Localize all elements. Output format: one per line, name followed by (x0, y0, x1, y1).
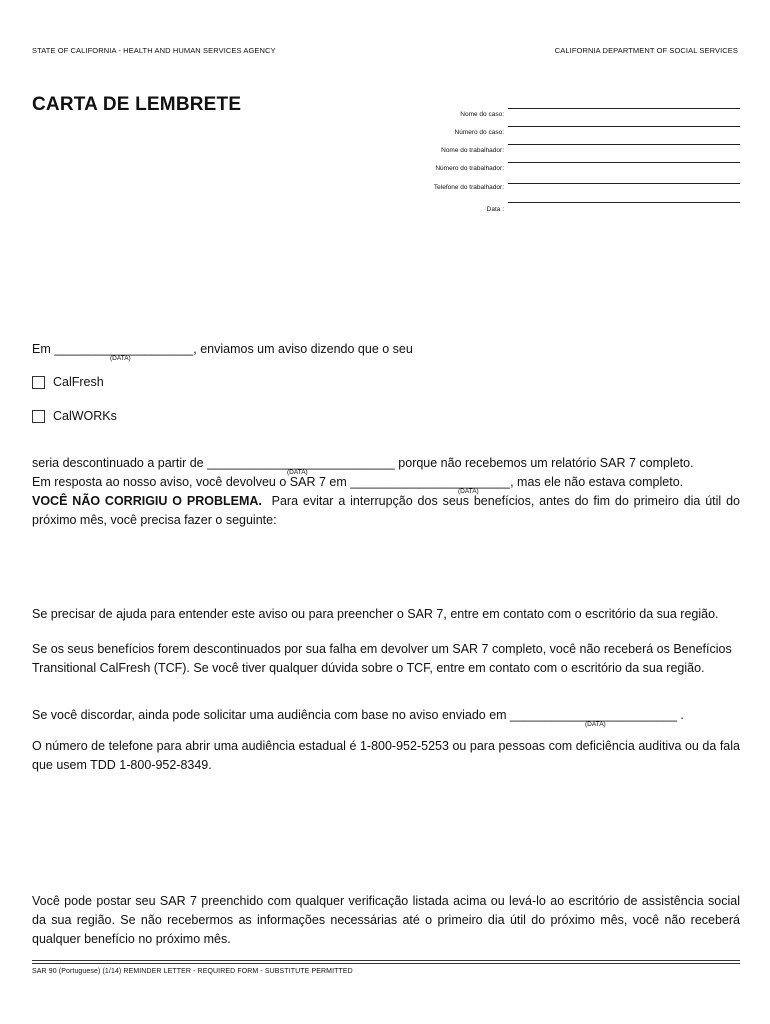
calfresh-label: CalFresh (53, 375, 104, 389)
problem-warning: VOCÊ NÃO CORRIGIU O PROBLEMA. (32, 494, 262, 508)
page-title: CARTA DE LEMBRETE (32, 94, 242, 115)
returned-line: Em resposta ao nosso aviso, você devolveu o SAR 7 em _______________________, mas ele não estava completo. (32, 475, 684, 489)
date-caption: (DATA) (287, 469, 308, 476)
mail-paragraph: Você pode postar seu SAR 7 preenchido com qualquer verificação listada acima ou levá-lo ao escritório de assistência social da sua região. Se não recebermos as informações necessárias até o primeiro dia útil do próximo mês, você não receberá qualquer benefício no próximo mês. (32, 894, 740, 946)
worker-name-label: Nome do trabalhador: (441, 147, 504, 154)
hearing-phone-paragraph: O número de telefone para abrir uma audiência estadual é 1-800-952-5253 ou para pessoas com deficiência auditiva ou da fala que usem TDD 1-800-952-8349. (32, 739, 740, 772)
header-agency: STATE OF CALIFORNIA - HEALTH AND HUMAN SERVICES AGENCY (32, 46, 276, 55)
date-label: Data : (486, 206, 504, 213)
case-number-label: Número do caso: (454, 129, 504, 136)
worker-phone-field[interactable] (508, 183, 740, 184)
case-name-field[interactable] (508, 108, 740, 109)
date-caption: (DATA) (458, 488, 479, 495)
case-number-field[interactable] (508, 126, 740, 127)
calworks-checkbox[interactable] (32, 410, 45, 423)
footer-rule (32, 963, 740, 964)
help-paragraph: Se precisar de ajuda para entender este aviso ou para preencher o SAR 7, entre em contato com o escritório da sua região. (32, 607, 719, 621)
tcf-paragraph: Se os seus benefícios forem descontinuados por sua falha em devolver um SAR 7 completo, você não receberá os Benefícios Transitional CalFresh (TCF). Se você tiver qualquer dúvida sobre o TCF, entre em contato com o escritório da sua região. (32, 642, 732, 675)
notice-sent-line: Em ____________________, enviamos um aviso dizendo que o seu (32, 342, 413, 356)
footer-rule (32, 960, 740, 961)
calfresh-checkbox[interactable] (32, 376, 45, 389)
worker-phone-label: Telefone do trabalhador: (433, 184, 504, 191)
date-field[interactable] (508, 202, 740, 203)
header-department: CALIFORNIA DEPARTMENT OF SOCIAL SERVICES (554, 46, 738, 55)
worker-number-label: Número do trabalhador: (435, 165, 504, 172)
hearing-line: Se você discordar, ainda pode solicitar uma audiência com base no aviso enviado em ________________________ . (32, 708, 684, 722)
date-caption: (DATA) (110, 355, 131, 362)
date-caption: (DATA) (585, 721, 606, 728)
calworks-label: CalWORKs (53, 409, 117, 423)
problem-paragraph (32, 492, 740, 530)
worker-name-field[interactable] (508, 144, 740, 145)
form-footer: SAR 90 (Portuguese) (1/14) REMINDER LETTER - REQUIRED FORM - SUBSTITUTE PERMITTED (32, 968, 353, 975)
worker-number-field[interactable] (508, 162, 740, 163)
instructions-text: Para evitar a interrupção dos seus benefícios, antes do fim do primeiro dia útil do próximo mês, você precisa fazer o seguinte: (32, 494, 740, 527)
discontinued-line: seria descontinuado a partir de ___________________________ porque não recebemos um relatório SAR 7 completo. (32, 456, 694, 470)
case-name-label: Nome do caso: (460, 111, 504, 118)
